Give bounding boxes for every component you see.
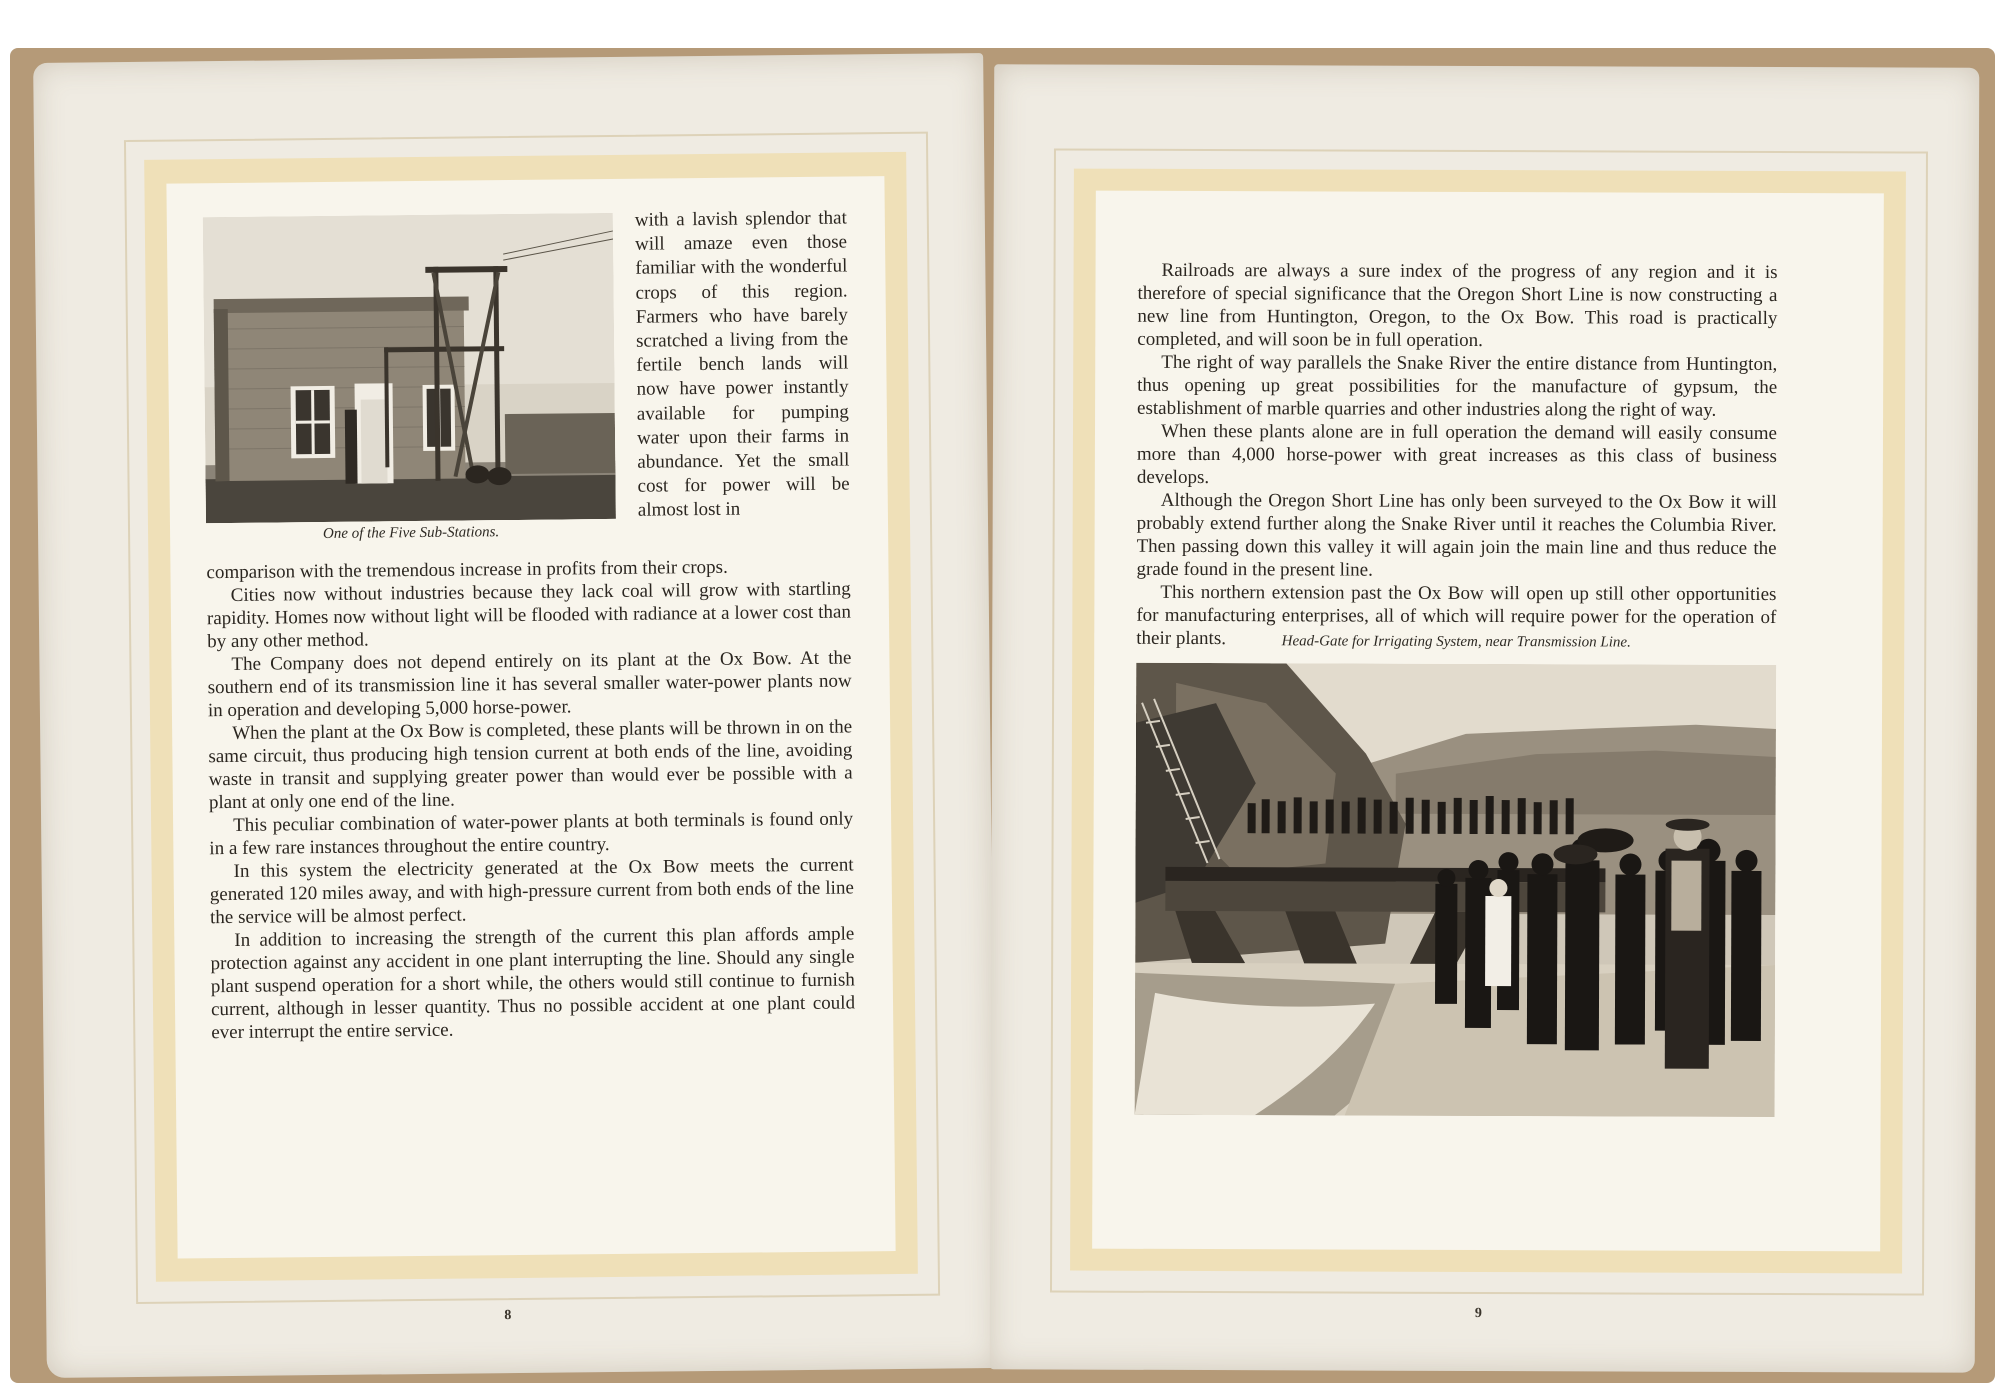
page-number: 9 xyxy=(1474,1305,1482,1321)
paragraph: The Company does not depend entirely on its plant at the Ox Bow. At the southern end of its transmission line it has several smaller water-power plants now in operation and developing 5,000 horse-power. xyxy=(207,647,852,722)
substation-photo-caption: One of the Five Sub-Stations. xyxy=(322,524,500,543)
head-gate-photo xyxy=(1135,663,1777,1117)
left-body-text xyxy=(206,554,855,1044)
right-body-text xyxy=(1136,259,1777,652)
wrap-text-column: with a lavish splendor that will amaze even those familiar with the wonderful crops of this region. Farmers who have barely scratched a living from the fertile bench lands will now have power instantly available for pumping water upon their farms in abundance. Yet the small cost for power will be almost lost in xyxy=(634,207,850,522)
paragraph: In addition to increasing the strength of the current this plan affords ample protection against any accident in one plant interrupting the line. Should any single plant suspend operation for a short while, the others would still continue to furnish current, although in lesser quantity. Thus no possible accident at one plant could ever interrupt the entire service. xyxy=(210,923,856,1044)
page-content-panel xyxy=(166,176,895,1258)
paragraph: comparison with the tremendous increase in profits from their crops. xyxy=(206,556,728,584)
paragraph: In this system the electricity generated at the Ox Bow meets the current generated 120 miles away, and with high-pressure current from both ends of the line the service will be almost perfect. xyxy=(209,854,854,929)
paragraph: Cities now without industries because they lack coal will grow with startling rapidity. Homes now without light will be flooded with radiance at a lower cost than by any other method. xyxy=(206,578,852,653)
paragraph: This northern extension past the Ox Bow will open up still other opportunities for manufacturing enterprises, all of which will require power for the operation of their plants. xyxy=(1136,581,1777,650)
paragraph: Although the Oregon Short Line has only been surveyed to the Ox Bow it will probably extend further along the Snake River until it reaches the Columbia River. Then passing down this valley it will again join the main line and thus reduce the grade found in the present line. xyxy=(1136,489,1777,581)
paragraph: The right of way parallels the Snake River the entire distance from Huntington, thus opening up great possibilities for the manufacture of gypsum, the establishment of marble quarries and other industries along the right of way. xyxy=(1137,351,1778,421)
paragraph: When the plant at the Ox Bow is completed, these plants will be thrown in on the same circuit, thus producing high tension current at both ends of the line, avoiding waste in transit and supplying greater power than would ever be possible with a plant at only one end of the line. xyxy=(208,716,853,814)
paragraph: When these plants alone are in full operation the demand will easily consume more than 4,000 horse-power with great increases as this class of business develops. xyxy=(1136,420,1778,489)
page-content-panel xyxy=(1092,191,1884,1252)
substation-photo xyxy=(203,213,616,523)
head-gate-photo-caption: Head-Gate for Irrigating System, near Transmission Line. xyxy=(1281,633,1631,651)
right-page xyxy=(990,64,1980,1372)
paragraph: This peculiar combination of water-power plants at both terminals is found only in a few rare instances throughout the entire country. xyxy=(209,808,854,860)
page-number: 8 xyxy=(504,1308,512,1324)
open-book xyxy=(10,48,1995,1383)
paragraph: Railroads are always a sure index of the progress of any region and it is therefore of special significance that the Oregon Short Line is now constructing a new line from Huntington, Oregon, to the Ox Bow. This road is practically completed, and will soon be in full operation. xyxy=(1137,259,1778,351)
left-page xyxy=(33,53,997,1378)
